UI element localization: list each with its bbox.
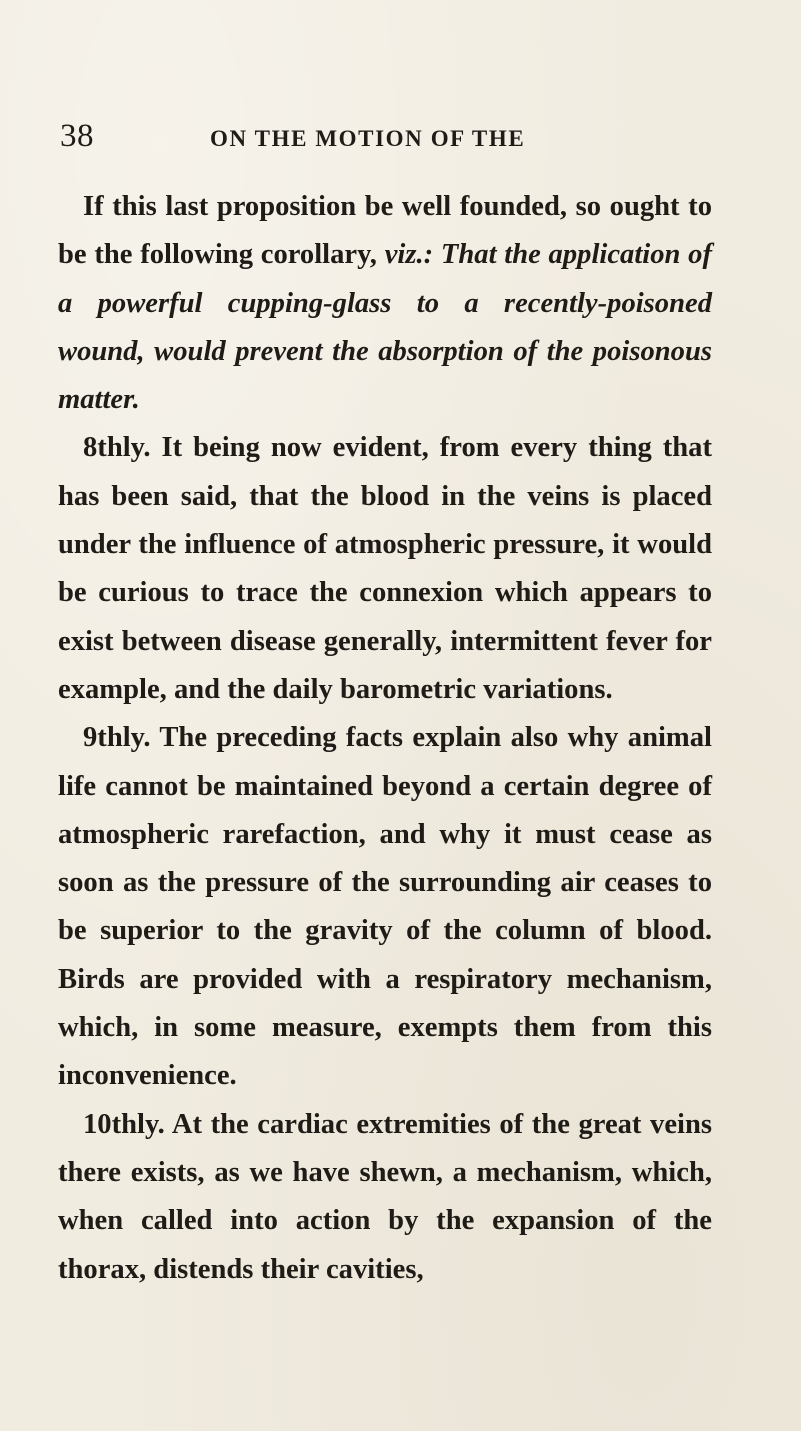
body-text (58, 183, 712, 1294)
running-head: ON THE MOTION OF THE (210, 126, 526, 151)
page-header (60, 118, 760, 158)
paragraph-corollary-text: If this last proposition be well founded, so ought to be the following corollary, (58, 191, 712, 271)
paragraph-ninthly: 9thly. The preceding facts explain also why animal life cannot be maintained beyond a certain degree of atmospheric rarefaction, and why it must cease as soon as the pressure of the surrounding air ceases to be superior to the gravity of the column of blood. Birds are provided with a respiratory mechanism, which, in some measure, exempts them from this inconvenience. (58, 722, 712, 1092)
corollary-italic-statement: That the application of a powerful cupping-glass to a recently-poisoned wound, would prevent the absorption of the poisonous matter. (58, 239, 712, 416)
paragraph-eighthly: 8thly. It being now evident, from every thing that has been said, that the blood in the veins is placed under the influence of atmospheric pressure, it would be curious to trace the connexion which appears to exist between disease generally, intermittent fever for example, and the daily barometric variations. (58, 432, 712, 705)
page-number: 38 (60, 118, 94, 154)
paragraph-corollary (58, 183, 712, 424)
paragraph-tenthly: 10thly. At the cardiac extremities of the great veins there exists, as we have shewn, a mechanism, which, when called into action by the expansion of the thorax, distends their cavities, (58, 1108, 712, 1285)
viz-abbreviation: viz.: (384, 239, 434, 271)
